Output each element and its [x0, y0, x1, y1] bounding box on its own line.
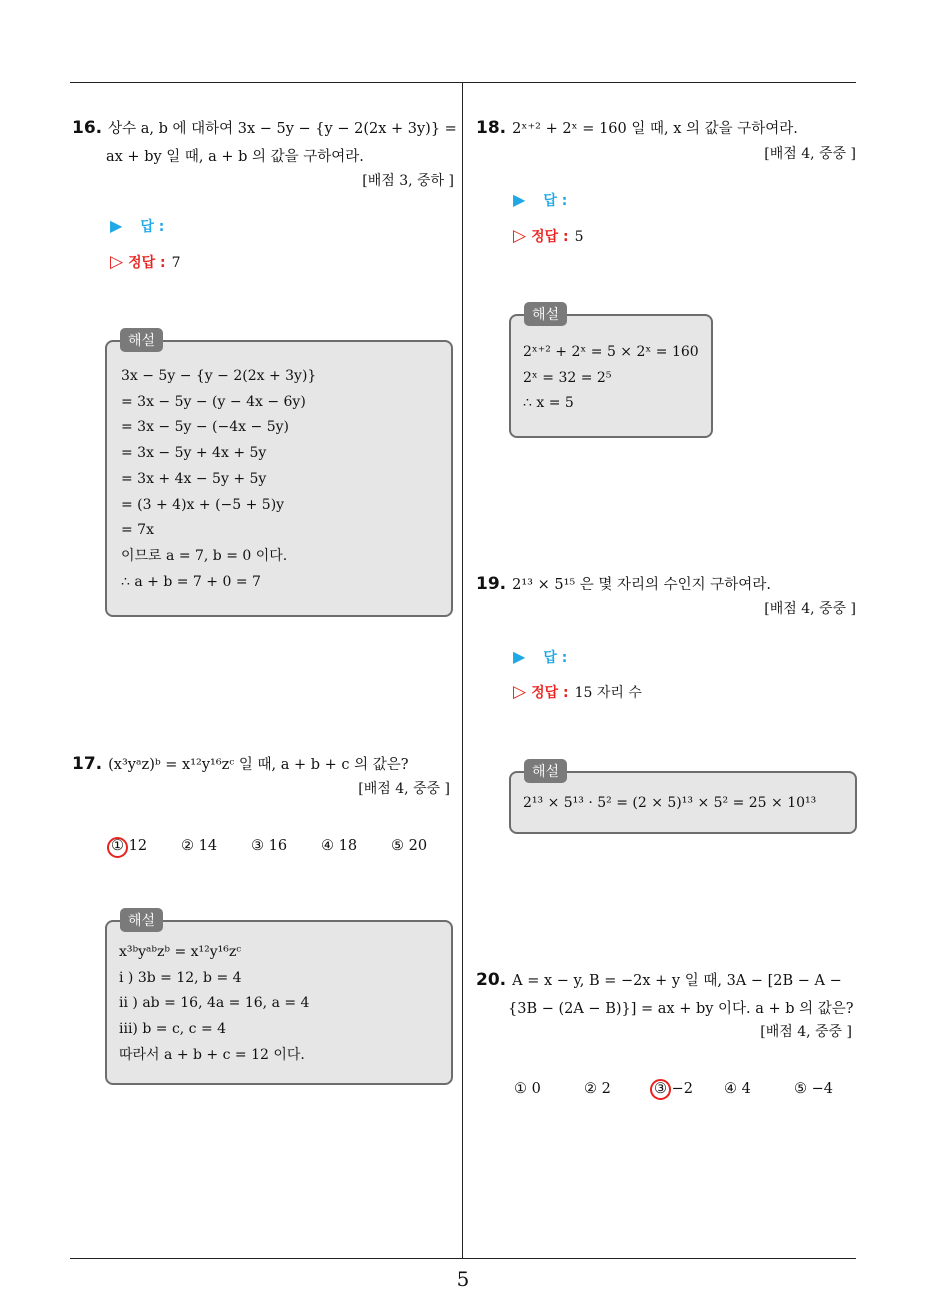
question-17-text: (x³yᵃz)ᵇ = x¹²y¹⁶zᶜ 일 때, a + b + c 의 값은? — [108, 757, 409, 773]
answer-arrow-icon: ▶ — [513, 647, 526, 666]
solution-line: = 3x − 5y + 4x + 5y — [121, 445, 267, 462]
bottom-rule — [70, 1258, 856, 1259]
question-19-answer-row[interactable] — [513, 647, 567, 667]
choice-2[interactable]: ② 14 — [181, 838, 218, 854]
key-arrow-icon: ▷ — [110, 252, 124, 272]
page-number: 5 — [456, 1267, 470, 1291]
question-16-score: [배점 3, 중하 ] — [362, 173, 454, 189]
question-20-choices — [0, 1081, 926, 1105]
question-16-text: 상수 a, b 에 대하여 3x − 5y − {y − 2(2x + 3y)} = — [108, 121, 457, 137]
question-20 — [476, 966, 858, 1023]
answer-arrow-icon: ▶ — [110, 216, 123, 235]
question-19 — [476, 570, 858, 599]
solution-line: = 3x + 4x − 5y + 5y — [121, 470, 267, 487]
question-17-choices — [0, 838, 460, 862]
key-label: 정답 : — [531, 685, 569, 701]
question-17-solution-tab: 해설 — [120, 908, 163, 932]
question-18-number: 18. — [476, 118, 507, 138]
question-17-number: 17. — [72, 754, 103, 774]
question-18-answer-row[interactable] — [513, 190, 567, 210]
solution-line: ii ) ab = 16, 4a = 16, a = 4 — [119, 995, 310, 1012]
solution-lines — [121, 364, 316, 595]
solution-line: 이므로 a = 7, b = 0 이다. — [121, 547, 288, 564]
solution-line: x³ᵇyᵃᵇzᵇ = x¹²y¹⁶zᶜ — [119, 944, 242, 960]
question-19-text: 2¹³ × 5¹⁵ 은 몇 자리의 수인지 구하여라. — [512, 577, 771, 593]
key-value: 15 자리 수 — [574, 685, 642, 701]
top-rule — [70, 82, 856, 83]
question-19-solution-tab: 해설 — [524, 759, 567, 783]
key-arrow-icon: ▷ — [513, 682, 527, 702]
question-16-number: 16. — [72, 118, 103, 138]
question-20-score: [배점 4, 중중 ] — [760, 1024, 852, 1040]
question-19-key-row — [513, 682, 642, 702]
solution-lines — [119, 940, 309, 1069]
question-18-key-row — [513, 226, 584, 246]
answer-label: 답 : — [140, 219, 165, 235]
answer-label: 답 : — [543, 650, 568, 666]
key-value: 5 — [574, 229, 584, 245]
choice-5[interactable]: ⑤ −4 — [794, 1081, 833, 1097]
choice-1[interactable]: ① 0 — [514, 1081, 541, 1097]
question-16-key-row — [110, 252, 181, 272]
solution-line: iii) b = c, c = 4 — [119, 1021, 227, 1038]
solution-line: 2ˣ⁺² + 2ˣ = 5 × 2ˣ = 160 — [523, 344, 699, 360]
question-19-number: 19. — [476, 574, 507, 594]
choice-1[interactable]: ① 12 — [111, 838, 148, 854]
answer-arrow-icon: ▶ — [513, 190, 526, 209]
selected-answer-circle-icon — [107, 837, 128, 858]
question-18-solution-box — [509, 314, 713, 438]
key-value: 7 — [171, 255, 181, 271]
key-arrow-icon: ▷ — [513, 226, 527, 246]
question-16-solution-box — [105, 340, 453, 617]
choice-5[interactable]: ⑤ 20 — [391, 838, 428, 854]
question-19-score: [배점 4, 중중 ] — [764, 601, 856, 617]
choice-3[interactable]: ③ 16 — [251, 838, 288, 854]
solution-line: 3x − 5y − {y − 2(2x + 3y)} — [121, 368, 317, 384]
question-18-score: [배점 4, 중중 ] — [764, 146, 856, 162]
question-16-answer-row[interactable] — [110, 216, 164, 236]
selected-answer-circle-icon — [650, 1079, 671, 1100]
question-20-line2: {3B − (2A − B)}] = ax + by 이다. a + b 의 값은? — [508, 1001, 854, 1017]
question-17-solution-box — [105, 920, 453, 1085]
solution-line: = (3 + 4)x + (−5 + 5)y — [121, 496, 285, 513]
choice-4[interactable]: ④ 18 — [321, 838, 358, 854]
solution-lines — [523, 791, 816, 817]
question-17-score: [배점 4, 중중 ] — [358, 781, 450, 797]
question-17 — [72, 750, 455, 779]
key-label: 정답 : — [531, 229, 569, 245]
question-16 — [72, 114, 455, 171]
question-16-line1 — [72, 114, 455, 143]
solution-line: 2ˣ = 32 = 2⁵ — [523, 369, 612, 386]
question-20-number: 20. — [476, 970, 507, 990]
question-20-text: A = x − y, B = −2x + y 일 때, 3A − [2B − A − — [512, 973, 842, 989]
solution-line: i ) 3b = 12, b = 4 — [119, 969, 242, 986]
solution-line: 2¹³ × 5¹³ · 5² = (2 × 5)¹³ × 5² = 25 × 10¹³ — [523, 795, 817, 811]
solution-line: = 7x — [121, 522, 154, 539]
solution-line: ∴ x = 5 — [523, 395, 574, 412]
question-18 — [476, 114, 858, 143]
answer-label: 답 : — [543, 193, 568, 209]
solution-line: ∴ a + b = 7 + 0 = 7 — [121, 573, 261, 590]
choice-2[interactable]: ② 2 — [584, 1081, 611, 1097]
choice-3[interactable]: ③ −2 — [654, 1081, 693, 1097]
solution-line: = 3x − 5y − (−4x − 5y) — [121, 419, 289, 436]
solution-lines — [523, 340, 699, 417]
question-18-solution-tab: 해설 — [524, 302, 567, 326]
question-16-line2: ax + by 일 때, a + b 의 값을 구하여라. — [106, 149, 364, 165]
question-16-solution-tab: 해설 — [120, 328, 163, 352]
solution-line: 따라서 a + b + c = 12 이다. — [119, 1046, 305, 1063]
question-20-line1 — [476, 966, 858, 995]
solution-line: = 3x − 5y − (y − 4x − 6y) — [121, 393, 306, 410]
key-label: 정답 : — [128, 255, 166, 271]
question-18-text: 2ˣ⁺² + 2ˣ = 160 일 때, x 의 값을 구하여라. — [512, 121, 798, 137]
choice-4[interactable]: ④ 4 — [724, 1081, 751, 1097]
